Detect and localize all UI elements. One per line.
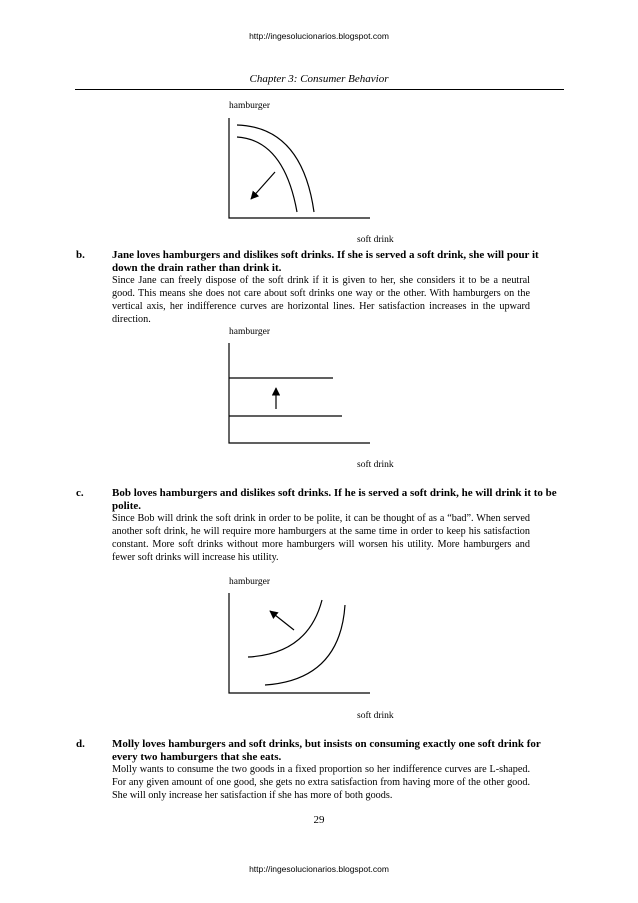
figure-1-x-axis-label: soft drink — [357, 235, 394, 245]
chapter-title: Chapter 3: Consumer Behavior — [249, 73, 389, 85]
figure-1-diagram — [229, 118, 370, 218]
figure-2-axes — [229, 343, 370, 443]
figure-2-diagram — [229, 343, 370, 443]
figure-3-x-axis-label: soft drink — [357, 711, 394, 721]
figure-2-y-axis-label: hamburger — [229, 327, 270, 337]
figure-1-curve-outer — [237, 125, 314, 212]
section-c-label: c. — [76, 487, 84, 499]
figure-3-curve-inner — [248, 600, 322, 657]
footer-url[interactable]: http://ingesolucionarios.blogspot.com — [249, 864, 389, 874]
section-b-answer: Since Jane can freely dispose of the soft drink if it is given to her, she considers it to be a neutral good. This means she does not care about soft drinks one way or the other. With hamburgers on the vertical axis, her indifference curves are horizontal lines. Her satisfaction increases in the upward direction. — [112, 275, 530, 325]
figure-1-axes — [229, 118, 370, 218]
page-number: 29 — [313, 814, 325, 826]
figure-1-curve-inner — [237, 137, 297, 212]
figure-3-diagram — [229, 593, 370, 693]
section-d-answer: Molly wants to consume the two goods in a fixed proportion so her indifference curves are L-shaped. For any given amount of one good, she gets no extra satisfaction from having more of the other good. She will only increase her satisfaction if she has more of both goods. — [112, 764, 530, 801]
section-b-label: b. — [76, 249, 85, 261]
header-url[interactable]: http://ingesolucionarios.blogspot.com — [249, 31, 389, 41]
section-c-answer: Since Bob will drink the soft drink in order to be polite, it can be thought of as a “bad”. When served another soft drink, he will require more hamburgers at the same time in order to keep his satisfaction constant. More soft drinks without more hamburgers will worsen his utility. More hamburgers and fewer soft drinks will increase his utility. — [112, 513, 530, 563]
section-c-question: Bob loves hamburgers and dislikes soft drinks. If he is served a soft drink, he will drink it to be polite. — [112, 487, 557, 512]
figure-1-arrow — [251, 172, 275, 199]
section-d-question: Molly loves hamburgers and soft drinks, but insists on consuming exactly one soft drink for every two hamburgers that she eats. — [112, 738, 541, 763]
section-d-label: d. — [76, 738, 85, 750]
section-b-question: Jane loves hamburgers and dislikes soft drinks. If she is served a soft drink, she will pour it down the drain rather than drink it. — [112, 249, 539, 274]
figure-2-x-axis-label: soft drink — [357, 460, 394, 470]
figure-3-y-axis-label: hamburger — [229, 577, 270, 587]
figure-3-arrow — [270, 611, 294, 630]
figure-1-y-axis-label: hamburger — [229, 101, 270, 111]
